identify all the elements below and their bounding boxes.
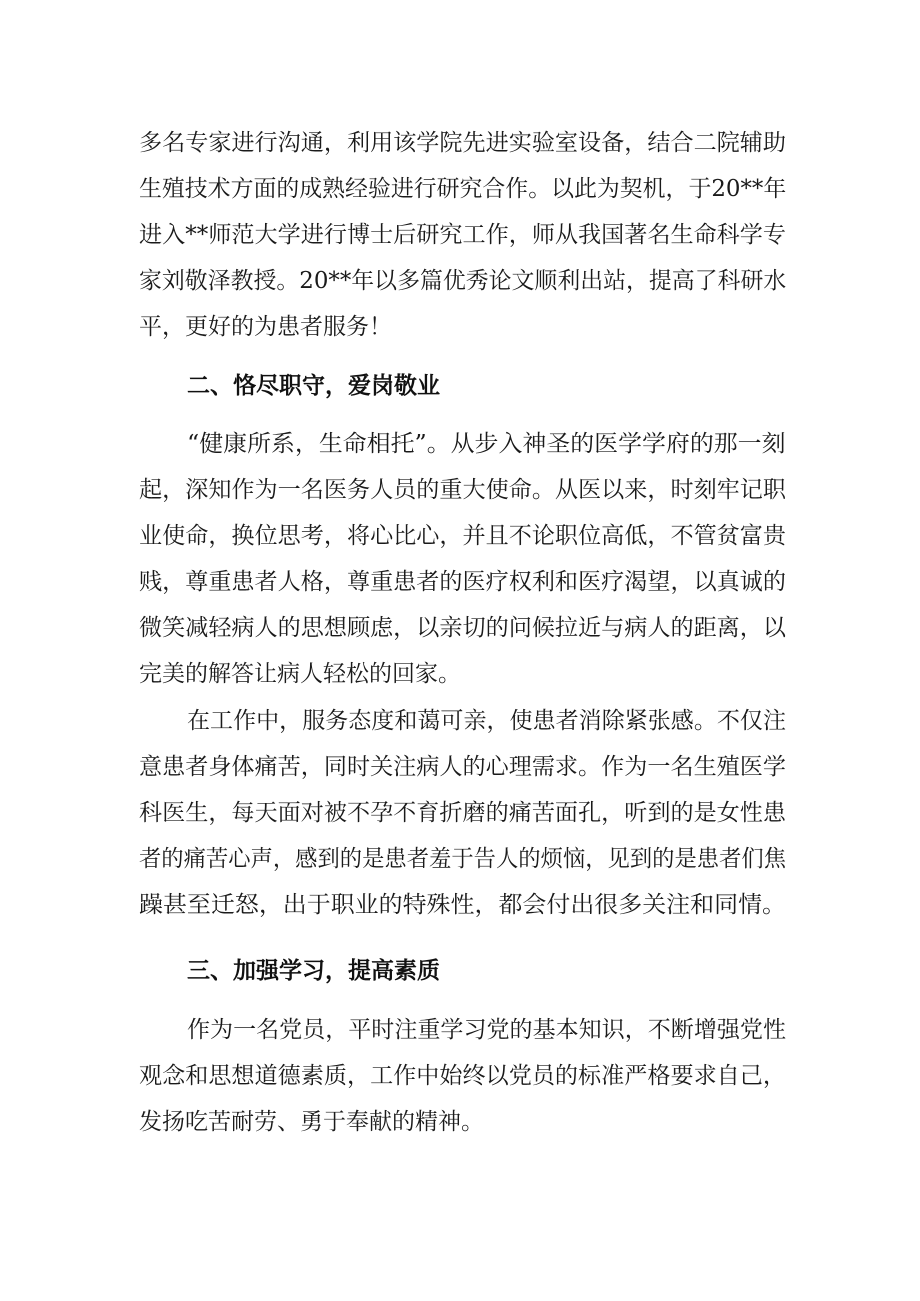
section-heading: 二、恪尽职守，爱岗敬业	[187, 373, 440, 399]
paragraph-line: 起，深知作为一名医务人员的重大使命。从医以来，时刻牢记职	[139, 477, 786, 503]
paragraph-line: 业使命，换位思考，将心比心，并且不论职位高低，不管贫富贵	[139, 523, 786, 549]
section-heading: 三、加强学习，提高素质	[187, 958, 440, 984]
paragraph-line: 进入**师范大学进行博士后研究工作，师从我国著名生命科学专	[139, 222, 786, 248]
paragraph-line: 意患者身体痛苦，同时关注病人的心理需求。作为一名生殖医学	[139, 754, 786, 780]
paragraph-line: “健康所系，生命相托”。从步入神圣的医学学府的那一刻	[187, 431, 786, 457]
paragraph-line: 多名专家进行沟通，利用该学院先进实验室设备，结合二院辅助	[139, 130, 786, 156]
paragraph-line: 生殖技术方面的成熟经验进行研究合作。以此为契机，于20**年	[139, 176, 787, 202]
paragraph-line: 完美的解答让病人轻松的回家。	[139, 661, 461, 687]
paragraph-line: 平，更好的为患者服务！	[139, 314, 392, 340]
paragraph-line: 作为一名党员，平时注重学习党的基本知识，不断增强党性	[187, 1017, 786, 1043]
paragraph-line: 在工作中，服务态度和蔼可亲，使患者消除紧张感。不仅注	[187, 708, 786, 734]
paragraph-line: 科医生，每天面对被不孕不育折磨的痛苦面孔，听到的是女性患	[139, 800, 786, 826]
paragraph-line: 微笑减轻病人的思想顾虑，以亲切的问候拉近与病人的距离，以	[139, 615, 786, 641]
paragraph-line: 家刘敬泽教授。20**年以多篇优秀论文顺利出站，提高了科研水	[139, 268, 787, 294]
paragraph-line: 贱，尊重患者人格，尊重患者的医疗权利和医疗渴望，以真诚的	[139, 569, 786, 595]
paragraph-line: 者的痛苦心声，感到的是患者羞于告人的烦恼，见到的是患者们焦	[139, 846, 786, 872]
paragraph-line: 发扬吃苦耐劳、勇于奉献的精神。	[139, 1109, 484, 1135]
paragraph-line: 躁甚至迁怒，出于职业的特殊性，都会付出很多关注和同情。	[139, 892, 786, 918]
paragraph-line: 观念和思想道德素质，工作中始终以党员的标准严格要求自己，	[139, 1063, 786, 1089]
